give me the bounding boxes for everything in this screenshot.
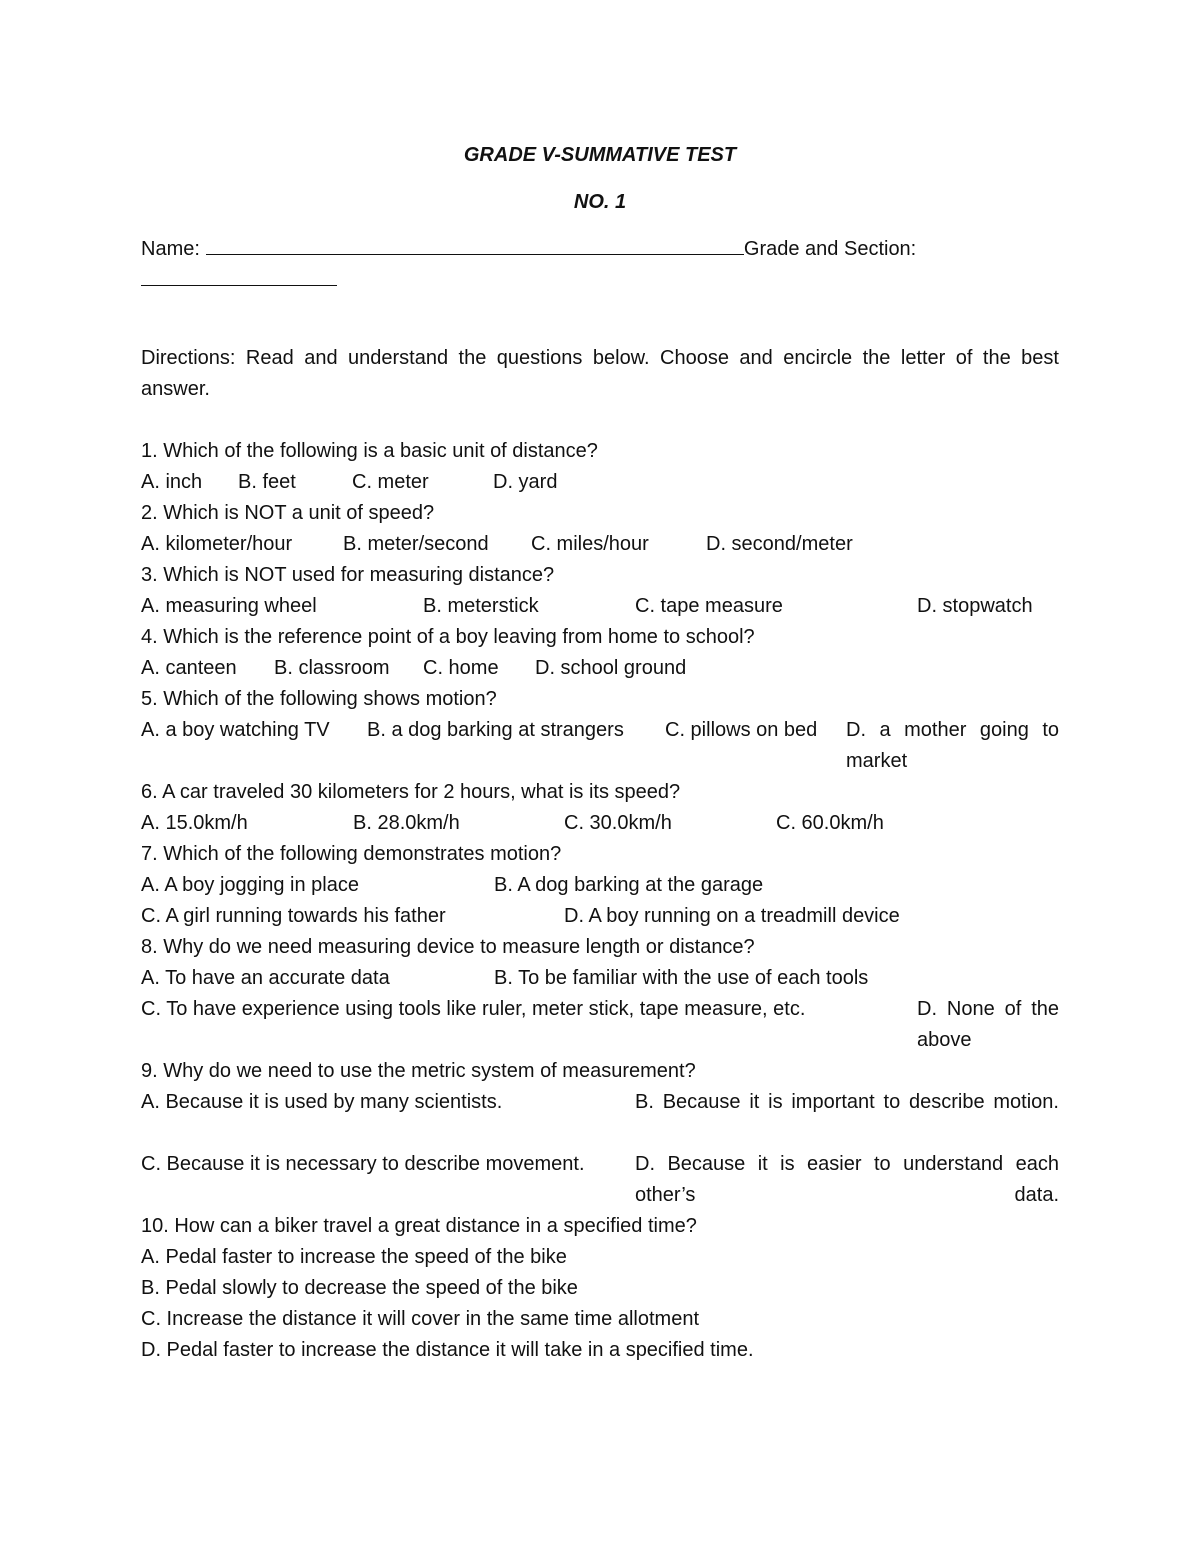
question-1-options <box>141 467 1059 498</box>
q7-option-b: B. A dog barking at the garage <box>494 874 764 896</box>
question-9-options-row-1 <box>141 1087 1059 1118</box>
question-5-options-wrap-spacer <box>141 746 1059 777</box>
q4-option-c: C. home <box>423 657 499 679</box>
question-2-options <box>141 529 1059 560</box>
q8-option-d: D. None of the above <box>917 998 1059 1051</box>
q5-option-a: A. a boy watching TV <box>141 719 330 741</box>
q1-option-b: B. feet <box>238 471 296 493</box>
q7-option-d: D. A boy running on a treadmill device <box>564 905 900 927</box>
q3-option-a: A. measuring wheel <box>141 595 317 617</box>
question-8-options-row-1 <box>141 963 1059 994</box>
q9-option-a: A. Because it is used by many scientists. <box>141 1091 503 1113</box>
q6-option-d: C. 60.0km/h <box>776 812 884 834</box>
q2-option-d: D. second/meter <box>706 533 853 555</box>
question-4: 4. Which is the reference point of a boy leaving from home to school? <box>141 626 755 648</box>
question-3-options <box>141 591 1059 622</box>
q3-option-b: B. meterstick <box>423 595 539 617</box>
q10-option-c: C. Increase the distance it will cover in the same time allotment <box>141 1308 700 1330</box>
grade-section-label: Grade and Section: <box>743 238 917 260</box>
q8-option-a: A. To have an accurate data <box>141 967 390 989</box>
q4-option-b: B. classroom <box>274 657 390 679</box>
question-9-options-row-2 <box>141 1149 1059 1206</box>
q6-option-a: A. 15.0km/h <box>141 812 248 834</box>
q4-option-d: D. school ground <box>535 657 687 679</box>
question-list <box>141 436 1059 1366</box>
question-7: 7. Which of the following demonstrates motion? <box>141 843 562 865</box>
q9-option-c: C. Because it is necessary to describe movement. <box>141 1153 585 1175</box>
question-9-options-row-1-wrap-spacer <box>141 1118 1059 1149</box>
q5-option-d: D. a mother going to market <box>846 719 1059 772</box>
q5-option-c: C. pillows on bed <box>665 719 818 741</box>
q1-option-a: A. inch <box>141 471 203 493</box>
question-5: 5. Which of the following shows motion? <box>141 688 497 710</box>
q10-option-a: A. Pedal faster to increase the speed of the bike <box>141 1246 567 1268</box>
question-5-options <box>141 715 1059 772</box>
question-8: 8. Why do we need measuring device to measure length or distance? <box>141 936 755 958</box>
question-9: 9. Why do we need to use the metric system of measurement? <box>141 1060 696 1082</box>
grade-section-blank-row <box>141 265 1059 296</box>
question-10: 10. How can a biker travel a great distance in a specified time? <box>141 1215 697 1237</box>
q1-option-d: D. yard <box>493 471 558 493</box>
q10-option-d: D. Pedal faster to increase the distance it will take in a specified time. <box>141 1339 754 1361</box>
question-3: 3. Which is NOT used for measuring distance? <box>141 564 555 586</box>
q9-option-d: D. Because it is easier to understand each other’s data. <box>635 1153 1059 1206</box>
q2-option-a: A. kilometer/hour <box>141 533 293 555</box>
q8-option-b: B. To be familiar with the use of each tools <box>494 967 869 989</box>
question-9-options-row-2-wrap-spacer <box>141 1180 1059 1211</box>
question-7-options-row-2 <box>141 901 1059 932</box>
question-8-options-row-2 <box>141 994 1059 1051</box>
q7-option-c: C. A girl running towards his father <box>141 905 446 927</box>
question-2: 2. Which is NOT a unit of speed? <box>141 502 435 524</box>
name-grade-row <box>141 234 1059 265</box>
q4-option-a: A. canteen <box>141 657 237 679</box>
question-6: 6. A car traveled 30 kilometers for 2 hours, what is its speed? <box>141 781 681 803</box>
q1-option-c: C. meter <box>352 471 429 493</box>
name-label: Name: <box>141 238 200 260</box>
q3-option-d: D. stopwatch <box>917 595 1033 617</box>
document-content <box>141 140 1059 1366</box>
q8-option-c: C. To have experience using tools like ruler, meter stick, tape measure, etc. <box>141 998 806 1020</box>
q9-option-b: B. Because it is important to describe motion. <box>635 1091 1059 1113</box>
q2-option-b: B. meter/second <box>343 533 489 555</box>
question-4-options <box>141 653 1059 684</box>
test-title: GRADE V-SUMMATIVE TEST <box>463 144 737 166</box>
question-8-options-wrap-spacer <box>141 1025 1059 1056</box>
q3-option-c: C. tape measure <box>635 595 783 617</box>
q6-option-b: B. 28.0km/h <box>353 812 460 834</box>
question-1: 1. Which of the following is a basic unit of distance? <box>141 440 598 462</box>
q5-option-b: B. a dog barking at strangers <box>367 719 624 741</box>
q10-option-b: B. Pedal slowly to decrease the speed of the bike <box>141 1277 578 1299</box>
grade-section-blank <box>141 265 337 286</box>
question-7-options-row-1 <box>141 870 1059 901</box>
directions: Directions: Read and understand the questions below. Choose and encircle the letter of the best answer. <box>141 347 1059 400</box>
test-number: NO. 1 <box>573 191 627 213</box>
q2-option-c: C. miles/hour <box>531 533 649 555</box>
q7-option-a: A. A boy jogging in place <box>141 874 359 896</box>
name-blank <box>206 234 744 255</box>
q6-option-c: C. 30.0km/h <box>564 812 672 834</box>
question-6-options <box>141 808 1059 839</box>
